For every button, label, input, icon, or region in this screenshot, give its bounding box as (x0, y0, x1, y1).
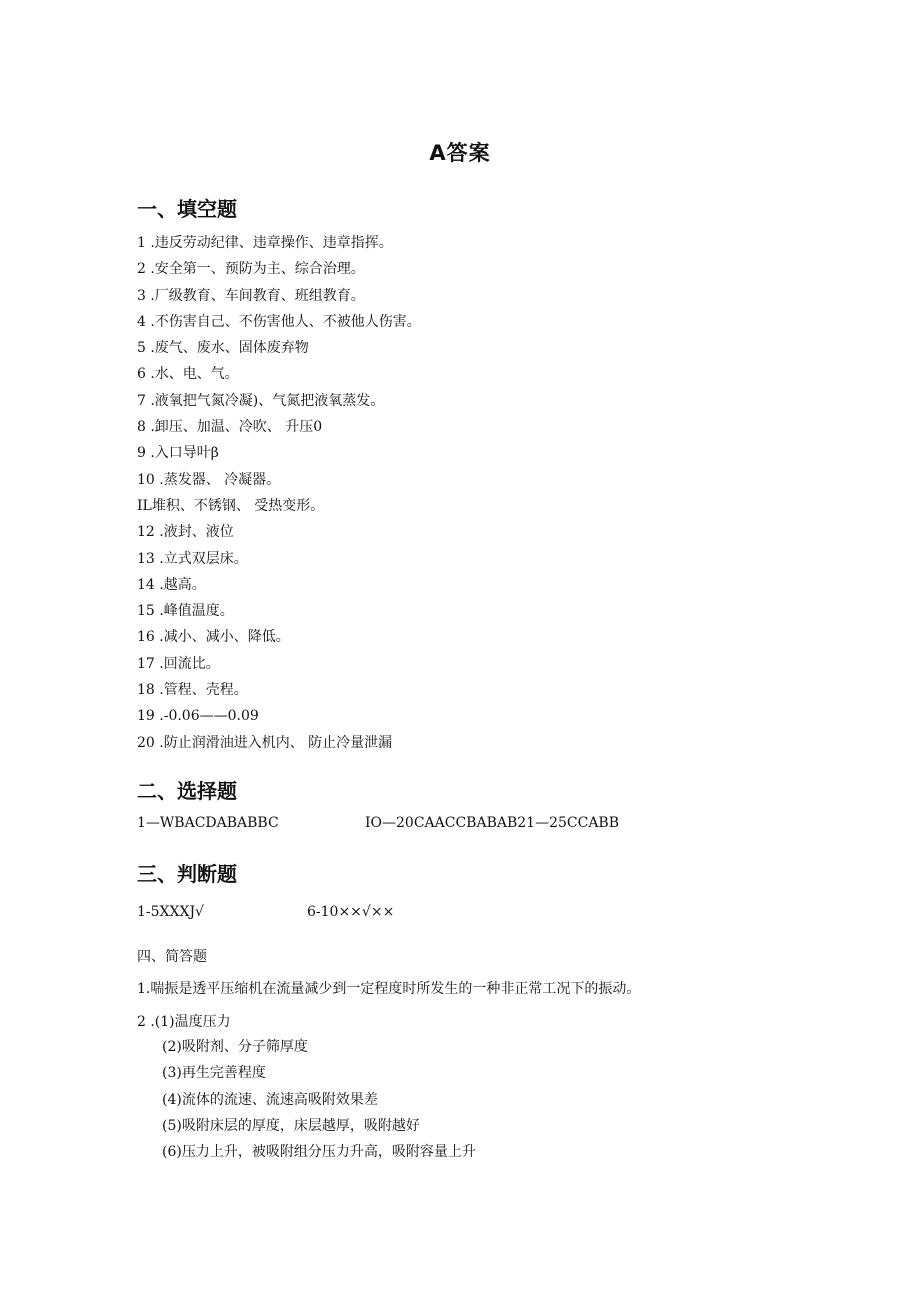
short-answer-2-item: (4)流体的流速、流速高吸附效果差 (162, 1091, 378, 1108)
fill-blank-answer-item: 3 .厂级教育、车间教育、班组教育。 (137, 287, 365, 304)
fill-blank-answer-item: 2 .安全第一、预防为主、综合治理。 (137, 261, 365, 278)
fill-blank-answer-item: IL堆积、不锈钢、 受热变形。 (137, 497, 325, 514)
fill-blank-answer-item: 12 .液封、液位 (137, 524, 234, 541)
fill-blank-answer-item: 7 .液氧把气氮冷凝)、气氮把液氧蒸发。 (137, 392, 385, 409)
fill-blank-answer-item: 4 .不伤害自己、不伤害他人、不被他人伤害。 (137, 313, 421, 330)
choice-answers-10-25: IO—20CAACCBABAB21—25CCABB (365, 815, 620, 831)
fill-blank-answer-item: 19 .-0.06——0.09 (137, 708, 259, 725)
fill-blank-answer-item: 14 .越高。 (137, 576, 206, 593)
fill-blank-answer-item: 8 .卸压、加温、冷吹、 升压0 (137, 419, 323, 436)
fill-blank-answer-item: 10 .蒸发器、 冷凝器。 (137, 471, 281, 488)
short-answer-2-item: (2)吸附剂、分子筛厚度 (162, 1039, 308, 1055)
fill-blank-answer-list (137, 232, 421, 758)
section-heading-multiple-choice: 二、选择题 (137, 779, 237, 803)
short-answer-2-item: (6)压力上升，被吸附组分压力升高，吸附容量上升 (162, 1144, 476, 1161)
fill-blank-answer-item: 13 .立式双层床。 (137, 550, 248, 567)
section-heading-fill-blank: 一、填空题 (137, 197, 237, 221)
short-answer-2-head: 2 .(1)温度压力 (137, 1014, 231, 1030)
fill-blank-answer-item: 18 .管程、壳程。 (137, 682, 248, 699)
short-answer-1: 1.喘振是透平压缩机在流量减少到一定程度时所发生的一种非正常工况下的振动。 (137, 981, 641, 997)
section-heading-true-false: 三、判断题 (137, 862, 237, 886)
section-heading-short-answer: 四、简答题 (137, 949, 207, 965)
true-false-answers-6-10: 6-10××√×× (307, 904, 395, 920)
short-answer-2-items (162, 1036, 476, 1167)
fill-blank-answer-item: 9 .入口导叶β (137, 445, 219, 462)
fill-blank-answer-item: 1 .违反劳动纪律、违章操作、违章指挥。 (137, 235, 393, 251)
true-false-answers-1-5: 1-5XXXJ√ (137, 904, 204, 920)
short-answer-2-item: (3)再生完善程度 (162, 1065, 266, 1082)
fill-blank-answer-item: 15 .峰值温度。 (137, 603, 234, 620)
choice-answers-1-9: 1—WBACDABABBC (137, 815, 279, 831)
fill-blank-answer-item: 5 .废气、废水、固体废弃物 (137, 340, 309, 357)
page-title: A答案 (429, 141, 491, 165)
fill-blank-answer-item: 17 .回流比。 (137, 655, 220, 672)
fill-blank-answer-item: 20 .防止润滑油进入机内、 防止冷量泄漏 (137, 734, 393, 751)
fill-blank-answer-item: 6 .水、电、气。 (137, 366, 239, 383)
short-answer-2-item: (5)吸附床层的厚度，床层越厚，吸附越好 (162, 1117, 420, 1134)
fill-blank-answer-item: 16 .减小、减小、降低。 (137, 629, 290, 646)
